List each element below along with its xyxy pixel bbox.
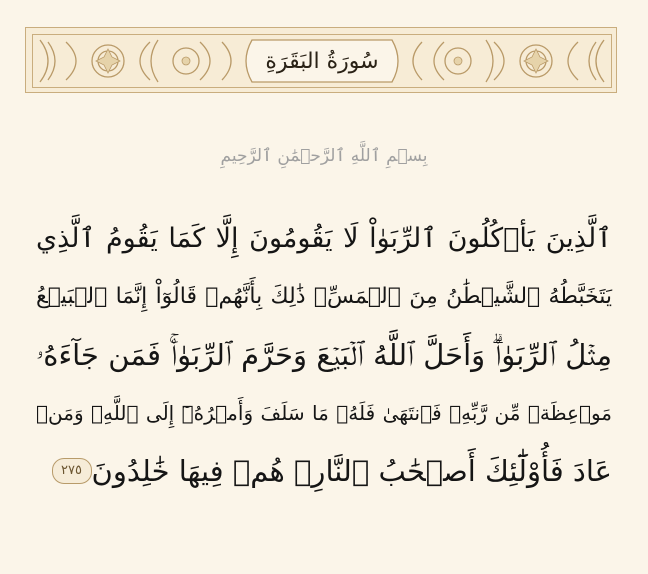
verse-line-text: مِثۡلُ ٱلرِّبَوٰاْۗ وَأَحَلَّ ٱللَّهُ ٱلۡبَيۡعَ وَحَرَّمَ ٱلرِّبَوٰاْۚ فَمَن جَآءَهُۥ: [36, 338, 612, 372]
verse-line: [36, 268, 612, 326]
verse-line: [36, 442, 612, 500]
surah-title: سُورَةُ البَقَرَةِ: [265, 48, 379, 74]
verse-line: [36, 326, 612, 384]
surah-header-frame: [25, 27, 617, 93]
verse-line: [36, 210, 612, 268]
verse-block: [36, 210, 612, 500]
ayah-number-marker: ٢٧٥: [52, 458, 92, 484]
verse-line-text: عَادَ فَأُوْلَٰٓئِكَ أَصۡحَٰبُ ٱلنَّارِۖ هُمۡ فِيهَا خَٰلِدُونَ: [91, 454, 612, 488]
verse-line: [36, 384, 612, 442]
verse-line-text: مَوۡعِظَةٞ مِّن رَّبِّهِۦ فَٱنتَهَىٰ فَلَهُۥ مَا سَلَفَ وَأَمۡرُهُۥٓ إِلَى ٱللَّهِۖ وَمَنۡ: [36, 401, 612, 425]
verse-line-text: يَتَخَبَّطُهُ ٱلشَّيۡطَٰنُ مِنَ ٱلۡمَسِّۚ ذَٰلِكَ بِأَنَّهُمۡ قَالُوٓاْ إِنَّمَا ٱلۡبَيۡعُ: [36, 284, 612, 309]
verse-line-text: ٱلَّذِينَ يَأۡكُلُونَ ٱلرِّبَوٰاْ لَا يَقُومُونَ إِلَّا كَمَا يَقُومُ ٱلَّذِي: [36, 223, 612, 254]
basmala: بِسۡمِ ٱللَّهِ ٱلرَّحۡمَٰنِ ٱلرَّحِيمِ: [220, 145, 428, 166]
